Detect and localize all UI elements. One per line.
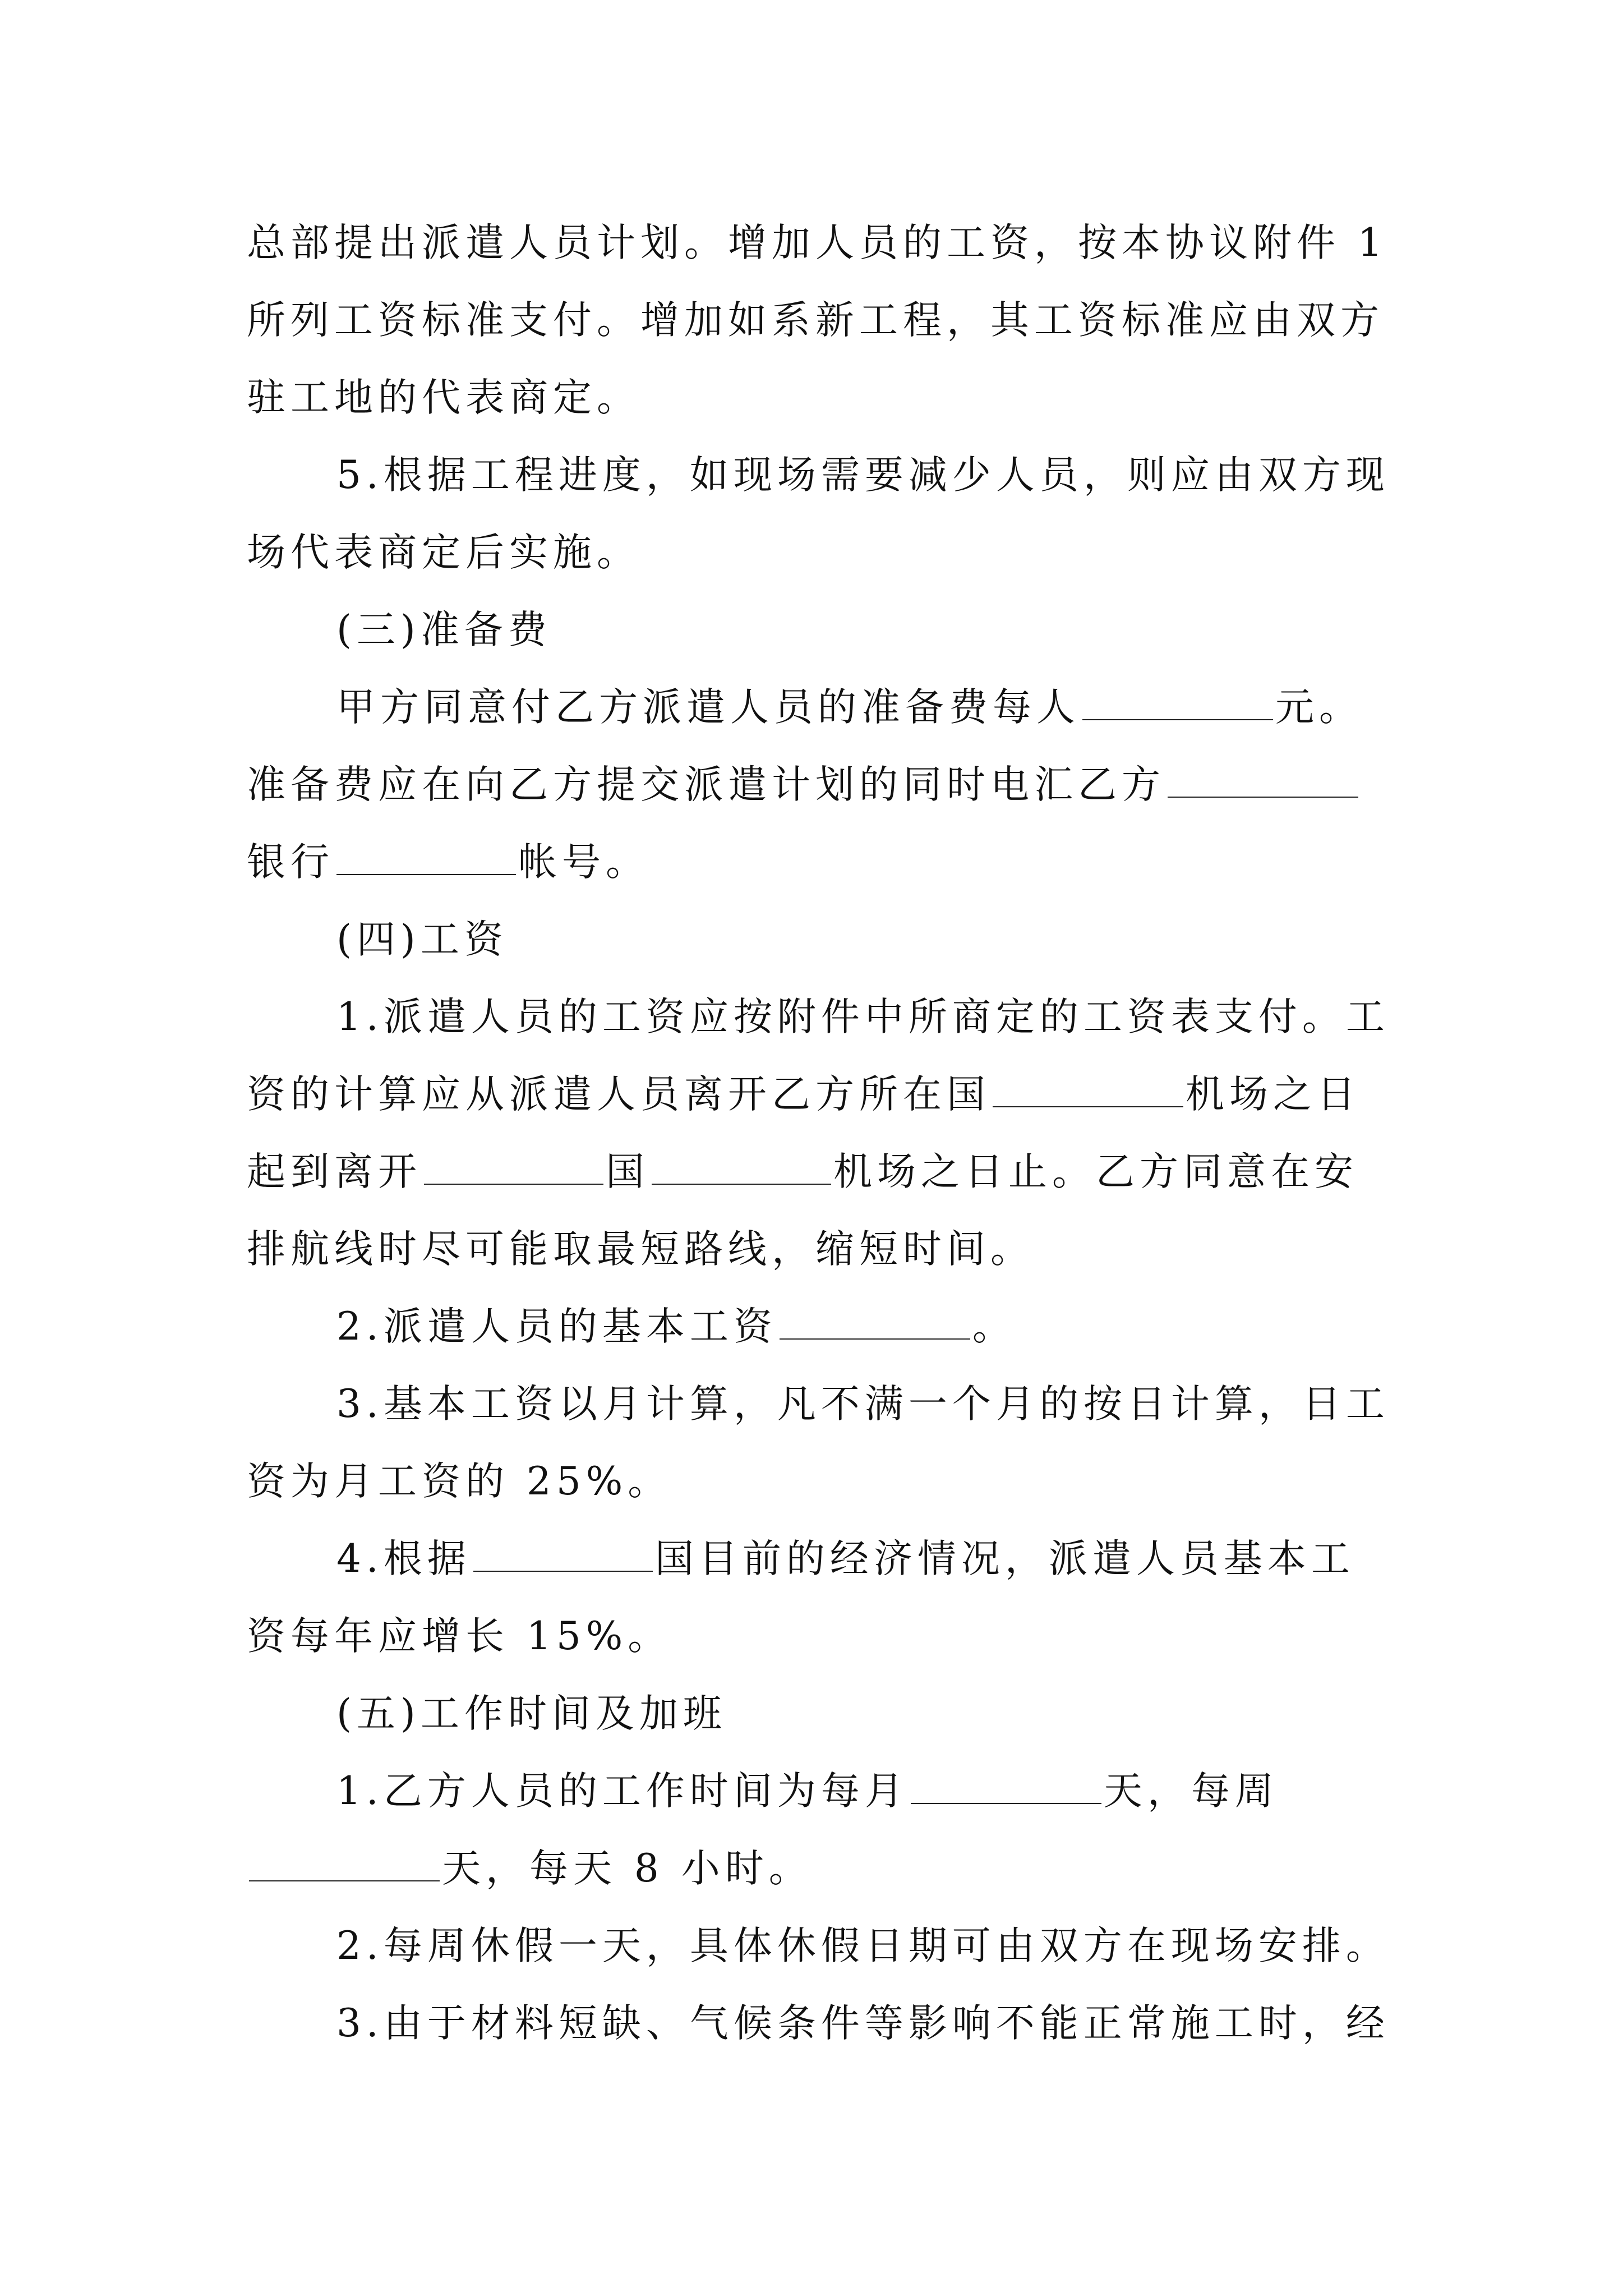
text: 起到离开 — [247, 1149, 422, 1194]
text: 帐号。 — [518, 840, 649, 885]
text: 资的计算应从派遣人员离开乙方所在国 — [247, 1072, 990, 1117]
text: 资每年应增长 15%。 — [247, 1614, 672, 1659]
text: 资为月工资的 25%。 — [247, 1459, 672, 1504]
text: 元。 — [1275, 685, 1363, 730]
text: 天，每天 8 小时。 — [442, 1846, 813, 1891]
paragraph-line — [336, 1299, 1016, 1355]
paragraph-line — [336, 1763, 1279, 1819]
fill-in-blank[interactable] — [249, 1847, 440, 1881]
paragraph-line — [247, 1841, 813, 1897]
fill-in-blank[interactable] — [780, 1305, 970, 1340]
text: 。 — [972, 1304, 1016, 1349]
paragraph-line — [247, 834, 649, 890]
text: 总部提出派遣人员计划。增加人员的工资，按本协议附件 1 — [247, 220, 1387, 265]
text: 天，每周 — [1103, 1769, 1279, 1814]
text: 2.每周休假一天，具体休假日期可由双方在现场安排。 — [336, 1924, 1390, 1968]
fill-in-blank[interactable] — [424, 1150, 603, 1185]
paragraph-line — [247, 292, 1384, 348]
text: 国 — [606, 1149, 649, 1194]
paragraph-line — [336, 679, 1363, 735]
paragraph-line — [336, 1531, 1355, 1587]
text: 1.派遣人员的工资应按附件中所商定的工资表支付。工 — [336, 995, 1390, 1039]
paragraph-line — [247, 1066, 1361, 1122]
text: 场代表商定后实施。 — [247, 530, 640, 575]
section-heading — [336, 912, 508, 968]
fill-in-blank[interactable] — [911, 1769, 1101, 1804]
section-heading — [336, 1686, 727, 1742]
text: 准备费应在向乙方提交派遣计划的同时电汇乙方 — [247, 762, 1165, 807]
heading-text: (五)工作时间及加班 — [336, 1691, 727, 1736]
fill-in-blank[interactable] — [993, 1073, 1183, 1107]
text: 3.由于材料短缺、气候条件等影响不能正常施工时，经 — [336, 2001, 1390, 2046]
text: 5.根据工程进度，如现场需要减少人员，则应由双方现 — [336, 453, 1390, 498]
paragraph-line — [336, 1376, 1390, 1432]
fill-in-blank[interactable] — [1082, 685, 1273, 720]
paragraph-line — [247, 215, 1387, 271]
paragraph-line — [247, 1608, 671, 1664]
paragraph-line — [336, 1995, 1390, 2051]
text: 3.基本工资以月计算，凡不满一个月的按日计算，日工 — [336, 1382, 1390, 1427]
fill-in-blank[interactable] — [652, 1150, 831, 1185]
paragraph-line — [247, 370, 640, 426]
text: 2.派遣人员的基本工资 — [336, 1304, 777, 1349]
heading-text: (四)工资 — [336, 917, 508, 962]
text: 国目前的经济情况，派遣人员基本工 — [654, 1536, 1355, 1581]
paragraph-line — [336, 989, 1390, 1045]
paragraph-line — [247, 757, 1361, 813]
paragraph-line — [247, 1144, 1358, 1200]
paragraph-line — [247, 1221, 1034, 1277]
section-heading — [336, 602, 552, 658]
paragraph-line — [247, 1453, 671, 1510]
text: 机场之日 — [1186, 1072, 1361, 1117]
text: 排航线时尽可能取最短路线，缩短时间。 — [247, 1227, 1034, 1272]
fill-in-blank[interactable] — [1168, 763, 1358, 798]
fill-in-blank[interactable] — [473, 1537, 653, 1572]
text: 甲方同意付乙方派遣人员的准备费每人 — [336, 685, 1080, 730]
paragraph-line — [336, 447, 1390, 503]
text: 银行 — [247, 840, 334, 885]
text: 1.乙方人员的工作时间为每月 — [336, 1769, 909, 1814]
fill-in-blank[interactable] — [336, 840, 516, 875]
heading-text: (三)准备费 — [336, 608, 552, 652]
paragraph-line — [247, 524, 640, 581]
paragraph-line — [336, 1918, 1390, 1974]
text: 驻工地的代表商定。 — [247, 375, 640, 420]
text: 机场之日止。乙方同意在安 — [833, 1149, 1358, 1194]
text: 4.根据 — [336, 1536, 471, 1581]
text: 所列工资标准支付。增加如系新工程，其工资标准应由双方 — [247, 298, 1384, 343]
